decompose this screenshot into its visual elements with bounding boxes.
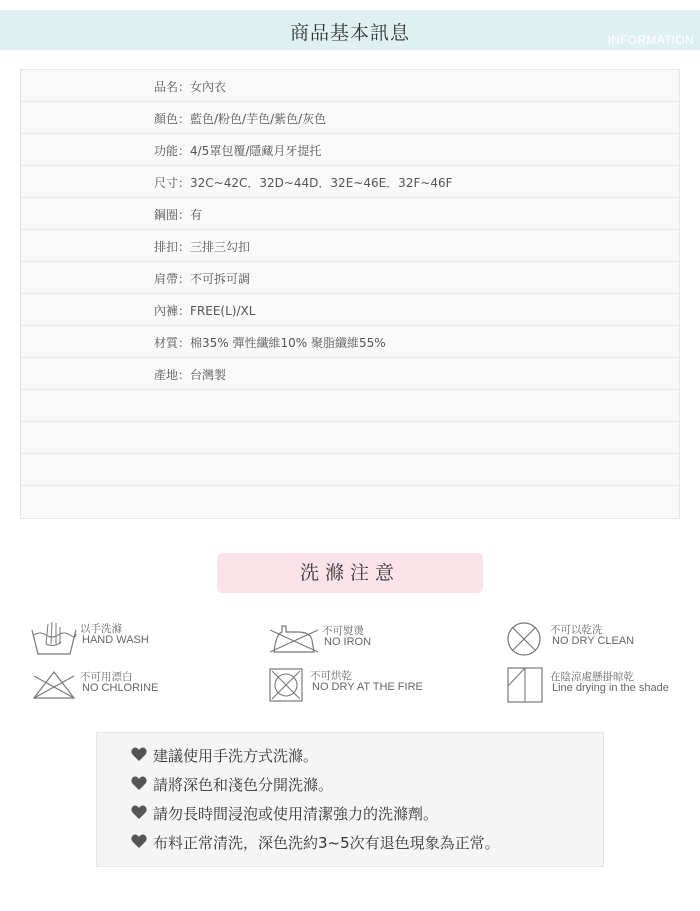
spec-row — [21, 326, 679, 358]
spec-name: 品名：女內衣 — [154, 80, 227, 94]
spec-row-empty — [21, 390, 679, 422]
spec-row — [21, 358, 679, 390]
note-text: 建議使用手洗方式洗滌。 — [153, 747, 319, 765]
spec-row — [21, 102, 679, 134]
care-en: NO IRON — [324, 636, 372, 648]
care-en: NO CHLORINE — [82, 682, 159, 694]
care-zh: 不可烘乾 — [310, 670, 352, 682]
spec-row-empty — [21, 422, 679, 454]
note-text: 布料正常清洗，深色洗約3~5次有退色現象為正常。 — [153, 834, 500, 852]
spec-row-empty — [21, 486, 679, 518]
care-en: HAND WASH — [82, 634, 149, 646]
care-no-chlorine — [30, 668, 220, 702]
care-zh: 不可以乾洗 — [550, 624, 603, 636]
line-dry-shade-icon — [506, 666, 544, 704]
care-zh: 不可用漂白 — [80, 671, 133, 683]
heart-icon — [131, 747, 147, 762]
spec-material: 材質：棉35% 彈性纖維10% 聚脂纖維55% — [154, 336, 386, 350]
spec-function: 功能：4/5罩包覆/隱藏月牙提托 — [154, 144, 322, 158]
spec-row-empty — [21, 454, 679, 486]
care-en: Line drying in the shade — [552, 682, 669, 694]
spec-color: 顏色：藍色/粉色/芋色/紫色/灰色 — [154, 112, 327, 126]
no-tumble-dry-icon — [268, 667, 304, 703]
spec-row — [21, 70, 679, 102]
care-en: NO DRY AT THE FIRE — [312, 681, 423, 693]
no-chlorine-icon — [30, 668, 78, 702]
care-en: NO DRY CLEAN — [552, 635, 635, 647]
spec-origin: 產地：台灣製 — [154, 368, 227, 382]
spec-row — [21, 230, 679, 262]
no-iron-icon — [268, 622, 320, 656]
spec-table — [20, 69, 680, 519]
care-line-dry-shade — [506, 666, 696, 700]
care-hand-wash — [30, 620, 220, 654]
care-zh: 不可熨燙 — [322, 625, 364, 637]
spec-straps: 肩帶：不可拆可調 — [154, 272, 251, 286]
care-no-tumble-dry — [268, 667, 468, 701]
spec-row — [21, 198, 679, 230]
no-dry-clean-icon — [506, 621, 544, 657]
spec-size: 尺寸：32C~42C．32D~44D．32E~46E．32F~46F — [154, 176, 453, 190]
hand-wash-icon — [30, 620, 78, 656]
care-no-iron — [268, 622, 458, 656]
care-zh: 以手洗滌 — [80, 623, 122, 635]
info-subtitle: INFORMATION — [607, 33, 694, 47]
spec-panties: 內褲：FREE(L)/XL — [154, 304, 256, 318]
heart-icon — [131, 834, 147, 849]
spec-underwire: 鋼圈：有 — [154, 208, 203, 222]
heart-icon — [131, 805, 147, 820]
wash-notes — [96, 732, 604, 867]
spec-row — [21, 294, 679, 326]
info-header — [0, 10, 700, 50]
spec-row — [21, 166, 679, 198]
wash-title: 洗滌注意 — [299, 562, 400, 584]
note-text: 請勿長時間浸泡或使用清潔強力的洗滌劑。 — [153, 805, 439, 823]
spec-hooks: 排扣：三排三勾扣 — [154, 240, 251, 254]
care-no-dry-clean — [506, 621, 696, 655]
care-zh: 在陰涼處懸掛晾乾 — [550, 671, 634, 683]
spec-row — [21, 134, 679, 166]
note-text: 請將深色和淺色分開洗滌。 — [153, 776, 334, 794]
spec-row — [21, 262, 679, 294]
heart-icon — [131, 776, 147, 791]
info-title: 商品基本訊息 — [289, 22, 410, 44]
wash-title-pill — [217, 553, 483, 593]
